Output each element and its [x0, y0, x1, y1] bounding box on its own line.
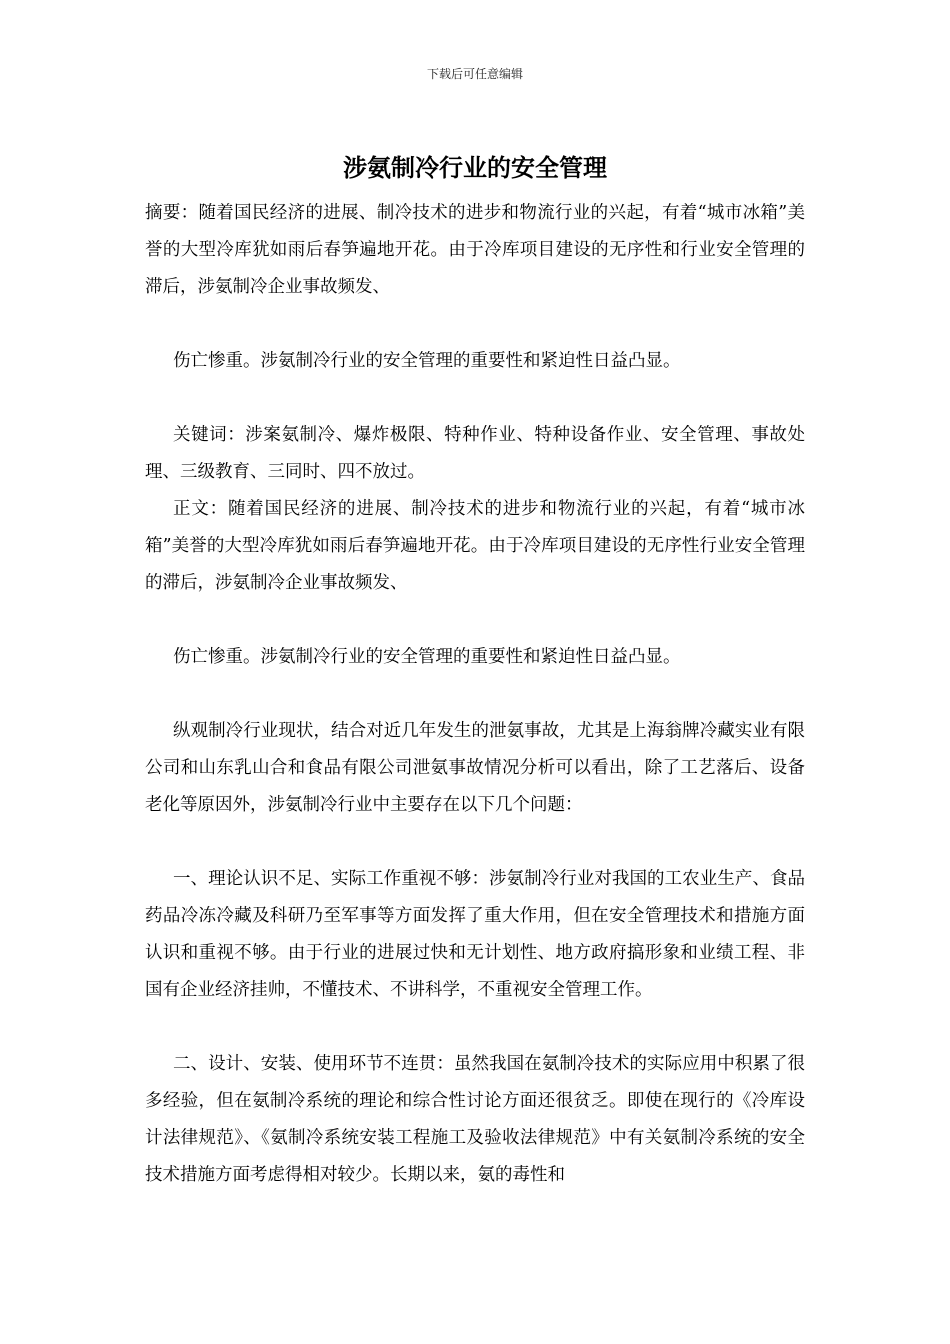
abstract-continuation: 伤亡惨重。涉氨制冷行业的安全管理的重要性和紧迫性日益凸显。: [173, 351, 681, 371]
main-text-continuation: 伤亡惨重。涉氨制冷行业的安全管理的重要性和紧迫性日益凸显。: [173, 647, 681, 667]
main-text-paragraph: 正文：随着国民经济的进展、制冷技术的进步和物流行业的兴起，有着“城市冰箱”美誉的大型冷库犹如雨后春笋遍地开花。由于冷库项目建设的无序性行业安全管理的滞后，涉氨制冷企业事故频发、: [145, 499, 805, 593]
download-note: 下载后可任意编辑: [426, 67, 523, 81]
issue-two-paragraph: 二、设计、安装、使用环节不连贯：虽然我国在氨制冷技术的实际应用中积累了很多经验，但在氨制冷系统的理论和综合性讨论方面还很贫乏。即使在现行的《冷库设计法律规范》、《氨制冷系统安装工程施工及验收法律规范》中有关氨制冷系统的安全技术措施方面考虑得相对较少。长期以来，氨的毒性和: [145, 1054, 805, 1185]
abstract-paragraph: 摘要：随着国民经济的进展、制冷技术的进步和物流行业的兴起，有着“城市冰箱”美誉的大型冷库犹如雨后春笋遍地开花。由于冷库项目建设的无序性和行业安全管理的滞后，涉氨制冷企业事故频发、: [145, 203, 805, 297]
document-title: 涉氨制冷行业的安全管理: [343, 153, 607, 182]
issue-one-paragraph: 一、理论认识不足、实际工作重视不够：涉氨制冷行业对我国的工农业生产、食品药品冷冻冷藏及科研乃至军事等方面发挥了重大作用，但在安全管理技术和措施方面认识和重视不够。由于行业的进展过快和无计划性、地方政府搞形象和业绩工程、非国有企业经济挂帅，不懂技术、不讲科学，不重视安全管理工作。: [145, 869, 805, 1000]
keywords-paragraph: 关键词：涉案氨制冷、爆炸极限、特种作业、特种设备作业、安全管理、事故处理、三级教育、三同时、四不放过。: [145, 425, 805, 482]
overview-paragraph: 纵观制冷行业现状，结合对近几年发生的泄氨事故，尤其是上海翁牌冷藏实业有限公司和山东乳山合和食品有限公司泄氨事故情况分析可以看出，除了工艺落后、设备老化等原因外，涉氨制冷行业中主要存在以下几个问题：: [145, 721, 805, 815]
document-body: [145, 195, 805, 1194]
